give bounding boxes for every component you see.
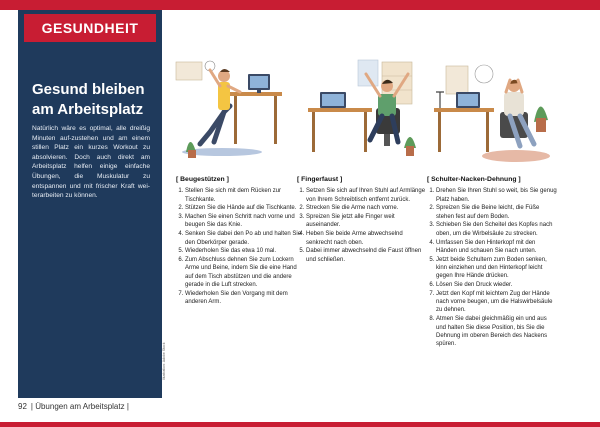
exercise-step: 3. Schieben Sie den Scheitel des Kopfes nach oben, um die Wirbelsäule zu strecken. (436, 221, 557, 238)
sidebar-title (32, 80, 152, 120)
image-credit-text: Illustration: Adobe Stock (162, 342, 166, 380)
sidebar-intro-text: Natürlich wäre es optimal, alle dreißig Minuten auf-zustehen und am einem stillen Platz ein kurzes Workout zu absolvieren. Doch auch direkt am Arbeitsplatz helfen einige einfache Übungen, die Muskulatur zu entspannen und mit frischer Kraft wei-terarbeiten zu können. (32, 125, 150, 200)
exercise-step: 1. Drehen Sie Ihren Stuhl so weit, bis Sie genug Platz haben. (436, 187, 557, 204)
footer-title: | Übungen am Arbeitsplatz | (30, 402, 129, 411)
sidebar-title-line2: am Arbeitsplatz (32, 101, 144, 118)
sidebar-title-line1: Gesund bleiben (32, 81, 145, 98)
exercise-step: 1. Stellen Sie sich mit dem Rücken zur Tischkante. (185, 187, 306, 204)
exercise-step: 2. Strecken Sie die Arme nach vorne. (306, 204, 427, 212)
exercise-steps (427, 187, 557, 348)
exercise-column-schulter-nacken-dehnung (427, 176, 557, 349)
illustration-beugestuetzen (170, 52, 296, 172)
exercise-title: [ Fingerfaust ] (297, 176, 343, 183)
image-credit (160, 310, 172, 380)
page-footer (18, 402, 129, 411)
illustration-schulter-nacken-dehnung (430, 52, 556, 172)
exercise-step: 2. Spreizen Sie die Beine leicht, die Füße stehen fest auf dem Boden. (436, 204, 557, 221)
section-tab: GESUNDHEIT (24, 14, 156, 42)
exercise-step: 6. Zum Abschluss dehnen Sie zum Lockern Arme und Beine, indem Sie die eine Hand auf dem Tisch abstützen und die andere gerade in die Luft strecken. (185, 256, 306, 289)
exercise-step: 4. Heben Sie beide Arme abwechselnd senkrecht nach oben. (306, 230, 427, 247)
exercise-step: 1. Setzen Sie sich auf Ihren Stuhl auf Armlänge von Ihrem Schreibtisch entfernt zurück. (306, 187, 427, 204)
illustration-fingerfaust (300, 52, 426, 172)
top-accent-bar (0, 0, 600, 10)
exercise-steps (297, 187, 427, 264)
exercise-column-beugestuetzen (176, 176, 306, 307)
exercise-column-fingerfaust (297, 176, 427, 264)
exercise-step: 3. Spreizen Sie jetzt alle Finger weit auseinander. (306, 213, 427, 230)
bottom-accent-bar (0, 422, 600, 427)
exercise-step: 4. Senken Sie dabei den Po ab und halten Sie den Oberkörper gerade. (185, 230, 306, 247)
exercise-step: 6. Lösen Sie den Druck wieder. (436, 281, 557, 289)
sidebar-panel (18, 10, 162, 398)
exercise-step: 4. Umfassen Sie den Hinterkopf mit den Händen und schauen Sie nach unten. (436, 239, 557, 256)
exercise-steps (176, 187, 306, 306)
exercise-step: 7. Jetzt den Kopf mit leichtem Zug der Hände nach vorne beugen, um die Halswirbelsäule zu dehnen. (436, 290, 557, 315)
exercise-step: 5. Wiederholen Sie das etwa 10 mal. (185, 247, 306, 255)
exercise-step: 7. Wiederholen Sie den Vorgang mit dem anderen Arm. (185, 290, 306, 307)
exercise-step: 3. Machen Sie einen Schritt nach vorne und beugen Sie das Knie. (185, 213, 306, 230)
exercise-step: 5. Jetzt beide Schultern zum Boden senken, kinn einziehen und den Hinterkopf leicht gegen Ihre Hände drücken. (436, 256, 557, 281)
page-number: 92 (18, 402, 27, 411)
exercise-step: 5. Dabei immer abwechselnd die Faust öffnen und schließen. (306, 247, 427, 264)
exercise-step: 8. Atmen Sie dabei gleichmäßig ein und aus und halten Sie diese Position, bis Sie die Dehnung im oberen Bereich des Nackens spüren. (436, 315, 557, 348)
exercise-title: [ Beugestützen ] (176, 176, 229, 183)
exercise-title: [ Schulter-Nacken-Dehnung ] (427, 176, 521, 183)
exercise-step: 2. Stützen Sie die Hände auf die Tischkante. (185, 204, 306, 212)
